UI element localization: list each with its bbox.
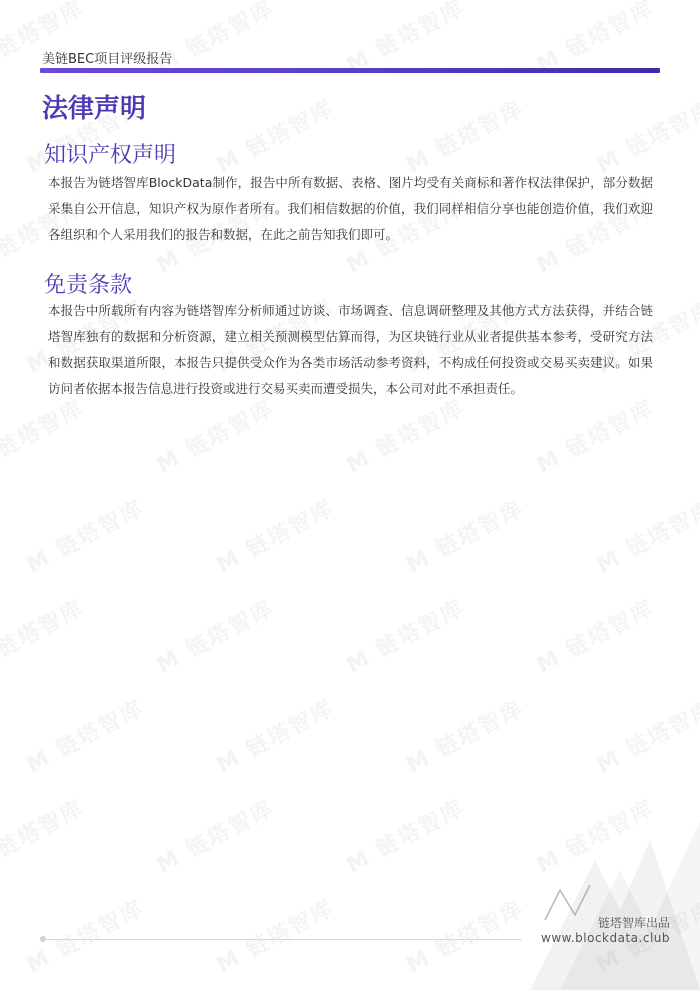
watermark-text xyxy=(400,691,529,779)
watermark-text xyxy=(210,691,339,779)
watermark-text xyxy=(0,391,89,479)
watermark-text xyxy=(210,891,339,979)
section-body-ip: 本报告为链塔智库BlockData制作，报告中所有数据、表格、图片均受有关商标和著作权法律保护，部分数据采集自公开信息，知识产权为原作者所有。我们相信数据的价值，我们同样相信分享也能创造价值，我们欢迎各组织和个人采用我们的报告和数据，在此之前告知我们即可。 xyxy=(48,175,653,242)
watermark-text xyxy=(210,491,339,579)
watermark-text xyxy=(20,491,149,579)
page-title: 法律声明 xyxy=(42,94,147,124)
watermark-text xyxy=(590,91,700,179)
watermark-text xyxy=(0,791,89,879)
watermark-text xyxy=(210,91,339,179)
watermark-text xyxy=(20,891,149,979)
footer-divider xyxy=(42,939,522,940)
watermark-text xyxy=(400,491,529,579)
watermark-text xyxy=(20,691,149,779)
watermark-text xyxy=(340,591,469,679)
section-body-disclaimer: 本报告中所载所有内容为链塔智库分析师通过访谈、市场调查、信息调研整理及其他方式方法获得，并结合链塔智库独有的数据和分析资源，建立相关预测模型估算而得，为区块链行业从业者提供基本参考，受研究方法和数据获取渠道所限，本报告只提供受众作为各类市场活动参考资料，不构成任何投资或交易买卖建议。如果访问者依据本报告信息进行投资或进行交易买卖而遭受损失，本公司对此不承担责任。 xyxy=(48,303,653,396)
section-heading-disclaimer: 免责条款 xyxy=(44,273,133,298)
watermark-text xyxy=(150,391,279,479)
watermark-text xyxy=(590,491,700,579)
watermark-text xyxy=(590,691,700,779)
watermark-text xyxy=(150,791,279,879)
header-title: 美链BEC项目评级报告 xyxy=(42,52,173,67)
watermark-text xyxy=(340,391,469,479)
watermark-text xyxy=(530,591,659,679)
watermark-text xyxy=(0,591,89,679)
footer-brand: 链塔智库出品 xyxy=(597,916,670,930)
footer-url[interactable]: www.blockdata.club xyxy=(541,931,670,945)
section-heading-ip: 知识产权声明 xyxy=(44,143,177,168)
watermark-text xyxy=(150,591,279,679)
header-bar xyxy=(40,68,660,73)
watermark-text xyxy=(530,391,659,479)
watermark-text xyxy=(400,91,529,179)
watermark-text xyxy=(340,791,469,879)
footer-logo-decoration-icon xyxy=(500,800,700,990)
